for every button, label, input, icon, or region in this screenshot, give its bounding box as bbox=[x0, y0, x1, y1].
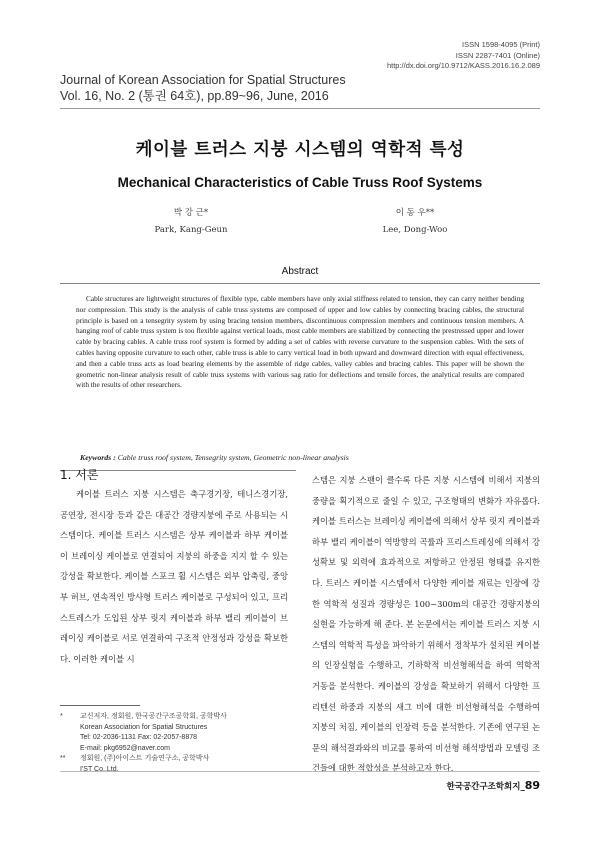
paper-title-english: Mechanical Characteristics of Cable Truss Roof Systems bbox=[117, 175, 483, 190]
doi-link[interactable]: http://dx.doi.org/10.9712/KASS.2016.16.2.089 bbox=[386, 61, 540, 70]
issn-online: ISSN 2287-7401 (Online) bbox=[455, 50, 540, 60]
footnote-2 bbox=[60, 754, 290, 775]
footnote-1 bbox=[60, 712, 290, 754]
body-left-column bbox=[60, 484, 288, 669]
intro-paragraph-right: 스템은 지붕 스팬이 클수록 다른 지붕 시스템에 비해서 지붕의 중량을 획기적으로 줄일 수 있고, 구조형태의 변화가 자유롭다. 케이블 트러스는 브레이싱 케이블에 의해서 상부 릿지 케이블과 하부 밸리 케이블이 역방향의 곡률과 프리스트레싱에 의해서 강성확보 및 외력에 효과적으로 저항하고 안정된 형태를 유지한다. 트러스 케이블 시스템에서 다양한 케이블 재료는 인장에 강한 역학적 성질과 경량성은 100~300m의 대공간 경량지붕의 실현을 가능하게 해 준다. 본 논문에서는 케이블 트러스 지붕 시스템의 역학적 특성을 파악하기 위해서 정착부가 설치된 케이블의 인장실험을 수행하고, 기하학적 비선형해석을 하여 역학적 거동을 분석한다. 케이블의 강성을 확보하기 위해서 다양한 프리텐션 하중과 지붕의 새그 비에 대한 비선형해석을 수행하여 지붕의 처짐, 케이블의 인장력 등을 분석한다. 기존에 연구된 논문의 해석결과와의 비교를 통하여 비선형 해석방법과 모델링 조건들에 대한 적합성을 분석하고자 한다. bbox=[312, 475, 540, 774]
page-number: 89 bbox=[524, 779, 540, 792]
page-footer bbox=[447, 779, 540, 792]
footnote-2-line: 정회원, (주)아이스트 기술연구소, 공학박사 bbox=[80, 755, 210, 763]
abstract-top-rule bbox=[60, 283, 540, 284]
abstract-heading: Abstract bbox=[281, 266, 319, 277]
header-divider bbox=[60, 108, 540, 109]
footnote-divider bbox=[60, 705, 140, 706]
keywords-label: Keywords : bbox=[80, 453, 116, 462]
author-1 bbox=[111, 205, 271, 239]
paper-title-korean: 케이블 트러스 지붕 시스템의 역학적 특성 bbox=[135, 140, 465, 160]
intro-paragraph-left: 케이블 트러스 지붕 시스템은 축구경기장, 테니스경기장, 공연장, 전시장 등과 같은 대공간 경량지붕에 주로 사용되는 시스템이다. 케이블 트러스 시스템은 상부 케이블과 하부 케이블이 브레이싱 케이블로 연결되어 지붕의 하중을 지지 할 수 있는 강성을 확보한다. 케이블 스포크 휠 시스템은 외부 압축링, 중앙부 허브, 연속적인 방사형 트러스 케이블로 구성되어 있고, 프리스트레스가 도입된 상부 릿지 케이블과 하부 밸리 케이블이 브레이싱 케이블로 서로 연결하여 구조적 안정성과 강성을 확보한다. 이러한 케이블 시 bbox=[60, 489, 288, 664]
footer-separator: _ bbox=[520, 782, 525, 792]
footnote-1-line: Tel: 02-2036-1131 Fax: 02-2057-8878 bbox=[80, 734, 198, 742]
footer-journal: 한국공간구조학회지 bbox=[446, 782, 521, 792]
abstract-body: Cable structures are lightweight structures of flexible type, cable members have only axial stiffness related to tension, they can carry neither bending nor compression. This study is the analysis of cable truss systems are composed of upper and low cables by connecting bracing cables, the structural principle is based on a tensegrity system by using bracing tension members, discontinuous compression members and continuous tension members. A hanging roof of cable truss system is too flexible against vertical loads, most cable members are stabilized by connecting the prestressed upper and lower cable by bracing cables. A cable truss roof system is formed by adding a set of cables with reverse curvature to the suspension cables. With the sets of cables having opposite curvature to each other, cable truss is able to carry vertical load in both upward and downward direction with equal effectiveness, and then a cable truss acts as load bearing elements by the assemble of ridge cables, valley cables and bracing cables. This paper will be shown the geometric non-linear analysis result of cable truss systems with various sag ratio for deflections and tensile forces, the analytical results are compared with the results of other researchers. bbox=[76, 294, 524, 390]
footnote-1-line: Korean Association for Spatial Structures bbox=[80, 723, 208, 731]
footnote-2-line: I'ST Co.,Ltd. bbox=[80, 765, 119, 773]
journal-header bbox=[60, 72, 346, 104]
body-right-column bbox=[312, 470, 540, 779]
author-1-english: Park, Kang-Geun bbox=[154, 225, 228, 235]
issn-block bbox=[387, 40, 540, 72]
issn-print: ISSN 1598-4095 (Print) bbox=[462, 40, 540, 49]
keywords-text: Cable truss roof system, Tensegrity system, Geometric non-linear analysis bbox=[117, 453, 349, 462]
author-2-korean: 이 동 우** bbox=[395, 208, 435, 218]
section-heading: 1. 서론 bbox=[60, 468, 99, 482]
footer-divider bbox=[60, 771, 540, 772]
keywords-line bbox=[80, 453, 349, 462]
author-1-korean: 박 강 근* bbox=[173, 208, 209, 218]
footnote-1-mark: * bbox=[60, 713, 63, 720]
author-2-english: Lee, Dong-Woo bbox=[382, 225, 448, 235]
footnote-1-line: 교신저자, 정회원, 한국공간구조공학회, 공학박사 bbox=[80, 713, 227, 720]
footnote-1-email[interactable]: E-mail: pkg6952@naver.com bbox=[80, 744, 170, 752]
footnotes bbox=[60, 712, 290, 776]
journal-volume: Vol. 16, No. 2 (통권 64호), pp.89~96, June, 2016 bbox=[60, 89, 329, 103]
journal-name: Journal of Korean Association for Spatial Structures bbox=[60, 73, 346, 87]
author-2 bbox=[335, 205, 495, 239]
footnote-2-mark: ** bbox=[60, 755, 66, 763]
